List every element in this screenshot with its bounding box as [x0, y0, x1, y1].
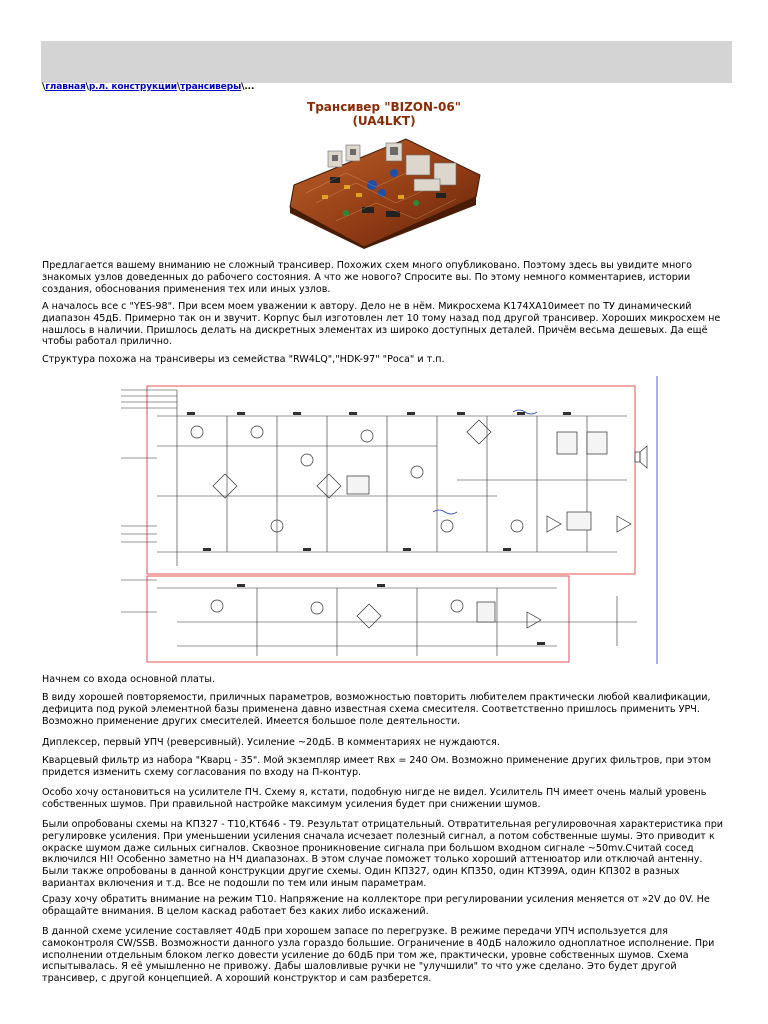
breadcrumb-link-constructions[interactable]: р.л. конструкции: [88, 82, 177, 92]
breadcrumb: [42, 82, 254, 92]
paragraph-mixer: В виду хорошей повторяемости, приличных параметров, возможностью повторить любителем практически любой квалификации, дефицита под рукой элементной базы применена давно известная схема смесителя. Соответственно пришлось применить УРЧ. Возможно применение других смесителей. Имеется большое поле деятельности.: [42, 692, 711, 727]
paragraph-t10-mode: Сразу хочу обратить внимание на режим Т10. Напряжение на коллекторе при регулировании усиления меняется от »2V до 0V. Не обращайте внимания. В целом каскад работает без каких либо искажений.: [42, 894, 710, 917]
paragraph-structure: Структура похожа на трансиверы из семейства "RW4LQ","HDK-97" "Роса" и т.п.: [42, 354, 445, 365]
paragraph-gain: В данной схеме усиление составляет 40дБ при хорошем запасе по перегрузке. В режиме передачи УПЧ используется для самоконтроля CW/SSB. Возможности данного узла гораздо большие. Ограничение в 40дБ наложило одноплатное исполнение. При исполнении отдельным блоком легко довести усиление до 60дБ при том же, практически, уровне собственных шумов. Схема испытывалась. Я её умышленно не привожу. Дабы шаловливые ручки не "улучшили" то что уже сделано. Это будет другой трансивер, с другой концепцией. А хороший конструктор и сам разберется.: [42, 926, 715, 985]
paragraph-history: А началось все с "YES-98". При всем моем уважении к автору. Дело не в нём. Микросхема К174ХА10имеет по ТУ динамический диапазон 45дБ. Примерно так он и звучит. Корпус был изготовлен лет 10 тому назад под другой трансивер. Хороших микросхем не нашлось в наличии. Пришлось делать на дискретных элементах из широко доступных деталей. Причём весьма дешевых. Да ещё чтобы работал прилично.: [42, 301, 721, 348]
breadcrumb-separator: \: [176, 82, 181, 92]
breadcrumb-separator: \: [85, 82, 89, 92]
page-subtitle-callsign: (UA4LKT): [352, 114, 416, 128]
paragraph-tested-schemes: Были опробованы схемы на КП327 - Т10,КТ646 - Т9. Результат отрицательный. Отвратительная регулировочная характеристика при регулировке усиления. При уменьшении усиления сначала исчезает полезный сигнал, а потом собственные шумы. Это приводит к окраске шумом даже сильных сигналов. Сквозное проникновение сигнала при большом входном сигнале ~50mv.Считай сосед включился HI! Особенно заметно на НЧ диапазонах. В этом случае поможет только хороший аттенюатор или отключай антенну. Были также опробованы в данной конструкции другие схемы. Один КП327, один КП350, один КТ399А, один КП302 в разных вариантах включения и т.д. Все не подошли по тем или иным параметрам.: [42, 819, 724, 889]
paragraph-start: Начнем со входа основной платы.: [42, 674, 216, 685]
paragraph-diplexer: Диплексер, первый УПЧ (реверсивный). Усиление ~20дБ. В комментариях не нуждаются.: [42, 737, 500, 748]
breadcrumb-ellipsis: \...: [241, 82, 255, 92]
paragraph-if-amplifier: Особо хочу остановиться на усилителе ПЧ. Схему я, кстати, подобную нигде не видел. Усилитель ПЧ имеет очень малый уровень собственных шумов. При правильной настройке максимум усиления будет при снижении шумов.: [42, 787, 707, 810]
page-title: Трансивер "BIZON-06": [307, 100, 461, 114]
breadcrumb-separator: \: [42, 82, 46, 92]
paragraph-crystal-filter: Кварцевый фильтр из набора "Кварц - 35". Мой экземпляр имеет Rвх = 240 Ом. Возможно применение других фильтров, при этом придется изменить схему согласования по входу на П-контур.: [42, 755, 712, 778]
breadcrumb-link-transceivers[interactable]: трансиверы: [180, 82, 242, 92]
transceiver-board-photo: [286, 133, 484, 249]
paragraph-intro: Предлагается вашему вниманию не сложный трансивер. Похожих схем много опубликовано. Поэтому здесь вы увидите много знакомых узлов доведенных до рабочего состояния. А что же нового? Спросите вы. По этому немного комментариев, истории создания, обоснования применения тех или иных узлов.: [42, 260, 692, 295]
breadcrumb-link-home[interactable]: главная: [45, 82, 86, 92]
header-banner: [41, 41, 732, 83]
circuit-schematic: [117, 376, 659, 664]
